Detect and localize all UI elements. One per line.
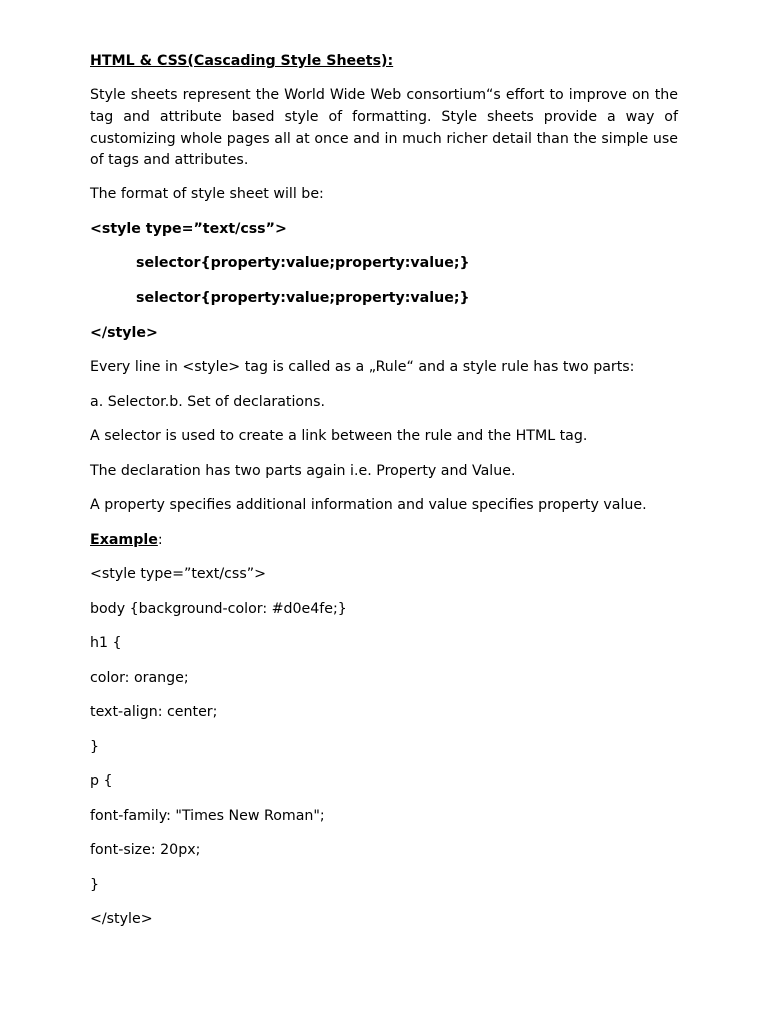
example-code-line: } — [90, 739, 100, 755]
format-close-tag: </style> — [90, 325, 158, 341]
example-code-line: font-size: 20px; — [90, 842, 201, 858]
format-intro: The format of style sheet will be: — [90, 186, 324, 202]
document-title: HTML & CSS(Cascading Style Sheets): — [90, 53, 394, 69]
declaration-description: The declaration has two parts again i.e. Property and Value. — [90, 463, 516, 479]
example-code-line: </style> — [90, 911, 153, 927]
example-code-line: text-align: center; — [90, 704, 218, 720]
example-code-line: h1 { — [90, 635, 122, 651]
selector-description: A selector is used to create a link between the rule and the HTML tag. — [90, 428, 588, 444]
example-code-line: body {background-color: #d0e4fe;} — [90, 601, 347, 617]
example-code-line: } — [90, 877, 100, 893]
rule-description: Every line in <style> tag is called as a „Rule“ and a style rule has two parts: — [90, 359, 635, 375]
format-rule-1: selector{property:value;property:value;} — [136, 255, 470, 271]
example-heading — [90, 530, 163, 552]
intro-paragraph: Style sheets represent the World Wide Web consortium“s effort to improve on the tag and attribute based style of formatting. Style sheets provide a way of customizing whole pages all at once and in much richer detail than the simple use of tags and attributes. — [90, 87, 678, 169]
example-code-line: <style type=”text/css”> — [90, 566, 266, 582]
example-code-line: p { — [90, 773, 113, 789]
example-code-line: font-family: "Times New Roman"; — [90, 808, 325, 824]
document-page — [90, 0, 678, 1024]
format-open-tag: <style type=”text/css”> — [90, 221, 287, 237]
example-label: Example — [90, 532, 158, 548]
rule-parts: a. Selector.b. Set of declarations. — [90, 394, 325, 410]
example-code-line: color: orange; — [90, 670, 189, 686]
example-colon: : — [157, 532, 163, 548]
format-rule-2: selector{property:value;property:value;} — [136, 290, 470, 306]
property-description: A property specifies additional information and value specifies property value. — [90, 497, 647, 513]
